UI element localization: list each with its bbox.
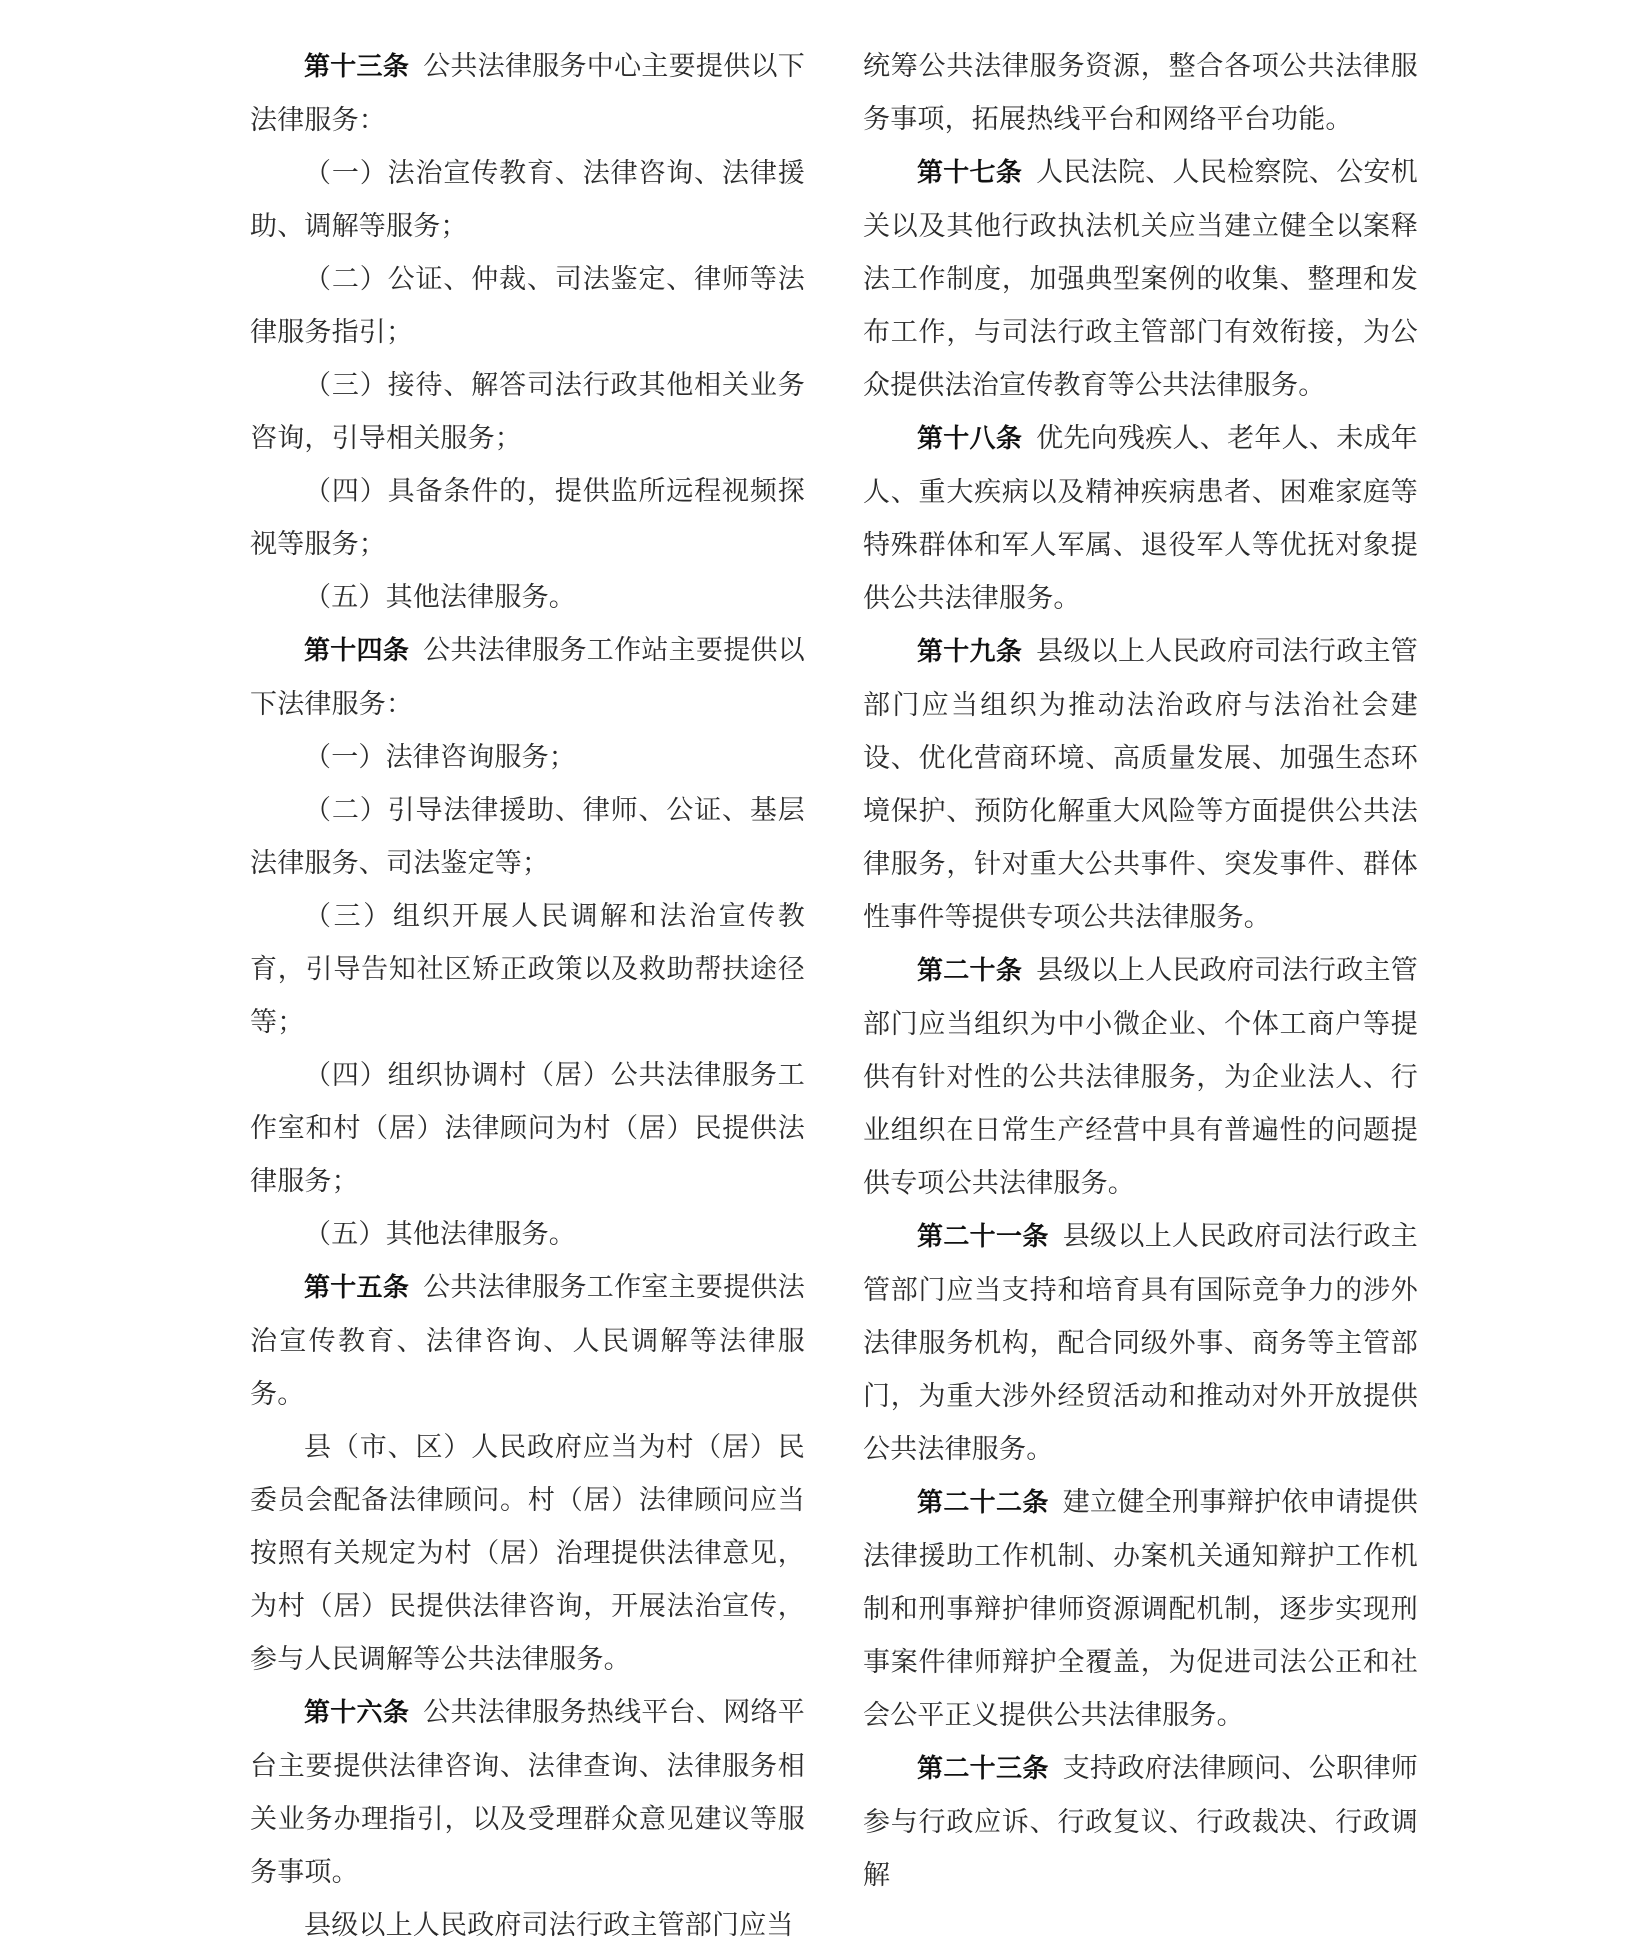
- body-paragraph: [250, 1208, 805, 1261]
- body-paragraph: [863, 40, 1418, 146]
- body-paragraph: [250, 465, 805, 571]
- paragraph-text: 支持政府法律顾问、公职律师参与行政应诉、行政复议、行政裁决、行政调解: [863, 1753, 1418, 1891]
- paragraph-text: （二）公证、仲裁、司法鉴定、律师等法律服务指引；: [250, 264, 805, 348]
- paragraph-text: 公共法律服务中心主要提供以下法律服务：: [250, 51, 805, 136]
- paragraph-text: 建立健全刑事辩护依申请提供法律援助工作机制、办案机关通知辩护工作机制和刑事辩护律师资源调配机制，逐步实现刑事案件律师辩护全覆盖，为促进司法公正和社会公平正义提供公共法律服务。: [863, 1487, 1418, 1731]
- body-paragraph: [250, 731, 805, 784]
- article-paragraph: [250, 1686, 805, 1899]
- article-paragraph: [250, 1261, 805, 1421]
- paragraph-text: 优先向残疾人、老年人、未成年人、重大疾病以及精神疾病患者、困难家庭等特殊群体和军人军属、退役军人等优抚对象提供公共法律服务。: [863, 423, 1418, 614]
- body-paragraph: [250, 1899, 805, 1952]
- article-number: 第十三条: [304, 52, 410, 82]
- article-number: 第二十二条: [917, 1488, 1049, 1518]
- body-paragraph: [250, 359, 805, 465]
- body-paragraph: [250, 1421, 805, 1686]
- article-number: 第十九条: [917, 637, 1023, 667]
- article-paragraph: [863, 625, 1418, 944]
- paragraph-text: （二）引导法律援助、律师、公证、基层法律服务、司法鉴定等；: [250, 795, 805, 879]
- right-column: [863, 40, 1418, 1902]
- body-paragraph: [250, 147, 805, 253]
- paragraph-text: （五）其他法律服务。: [304, 1219, 576, 1250]
- article-number: 第十七条: [917, 158, 1023, 188]
- left-column: [250, 40, 805, 1952]
- body-paragraph: [250, 1049, 805, 1208]
- paragraph-text: 公共法律服务工作室主要提供法治宣传教育、法律咨询、人民调解等法律服务。: [250, 1272, 805, 1410]
- article-paragraph: [250, 624, 805, 731]
- paragraph-text: （四）具备条件的，提供监所远程视频探视等服务；: [250, 476, 805, 560]
- paragraph-text: 县级以上人民政府司法行政主管部门应当: [304, 1910, 794, 1941]
- article-number: 第二十三条: [917, 1754, 1049, 1784]
- paragraph-text: （三）组织开展人民调解和法治宣传教育，引导告知社区矫正政策以及救助帮扶途径等；: [250, 901, 805, 1038]
- paragraph-text: 县级以上人民政府司法行政主管部门应当支持和培育具有国际竞争力的涉外法律服务机构，配合同级外事、商务等主管部门，为重大涉外经贸活动和推动对外开放提供公共法律服务。: [863, 1221, 1418, 1465]
- paragraph-text: （一）法治宣传教育、法律咨询、法律援助、调解等服务；: [250, 158, 805, 242]
- paragraph-text: （四）组织协调村（居）公共法律服务工作室和村（居）法律顾问为村（居）民提供法律服务；: [250, 1060, 805, 1197]
- article-number: 第二十一条: [917, 1222, 1049, 1252]
- article-number: 第二十条: [917, 956, 1023, 986]
- paragraph-text: （三）接待、解答司法行政其他相关业务咨询，引导相关服务；: [250, 370, 805, 454]
- paragraph-text: 公共法律服务热线平台、网络平台主要提供法律咨询、法律查询、法律服务相关业务办理指引，以及受理群众意见建议等服务事项。: [250, 1697, 805, 1888]
- body-paragraph: [250, 784, 805, 890]
- article-paragraph: [863, 1476, 1418, 1742]
- paragraph-text: 县级以上人民政府司法行政主管部门应当组织为中小微企业、个体工商户等提供有针对性的公共法律服务，为企业法人、行业组织在日常生产经营中具有普遍性的问题提供专项公共法律服务。: [863, 955, 1418, 1199]
- article-paragraph: [863, 1742, 1418, 1902]
- body-paragraph: [250, 253, 805, 359]
- article-paragraph: [863, 146, 1418, 412]
- article-paragraph: [863, 412, 1418, 625]
- paragraph-text: 县级以上人民政府司法行政主管部门应当组织为推动法治政府与法治社会建设、优化营商环境、高质量发展、加强生态环境保护、预防化解重大风险等方面提供公共法律服务，针对重大公共事件、突发事件、群体性事件等提供专项公共法律服务。: [863, 636, 1418, 933]
- article-number: 第十六条: [304, 1698, 410, 1728]
- paragraph-text: 公共法律服务工作站主要提供以下法律服务：: [250, 635, 805, 720]
- paragraph-text: （一）法律咨询服务；: [304, 742, 576, 773]
- article-number: 第十四条: [304, 636, 410, 666]
- article-paragraph: [250, 40, 805, 147]
- article-paragraph: [863, 944, 1418, 1210]
- article-number: 第十八条: [917, 424, 1023, 454]
- paragraph-text: 人民法院、人民检察院、公安机关以及其他行政执法机关应当建立健全以案释法工作制度，加强典型案例的收集、整理和发布工作，与司法行政主管部门有效衔接，为公众提供法治宣传教育等公共法律服务。: [863, 157, 1418, 401]
- article-paragraph: [863, 1210, 1418, 1476]
- body-paragraph: [250, 571, 805, 624]
- paragraph-text: （五）其他法律服务。: [304, 582, 576, 613]
- article-number: 第十五条: [304, 1273, 410, 1303]
- paragraph-text: 统筹公共法律服务资源，整合各项公共法律服务事项，拓展热线平台和网络平台功能。: [863, 51, 1418, 135]
- body-paragraph: [250, 890, 805, 1049]
- paragraph-text: 县（市、区）人民政府应当为村（居）民委员会配备法律顾问。村（居）法律顾问应当按照有关规定为村（居）治理提供法律意见，为村（居）民提供法律咨询，开展法治宣传，参与人民调解等公共法律服务。: [250, 1432, 805, 1675]
